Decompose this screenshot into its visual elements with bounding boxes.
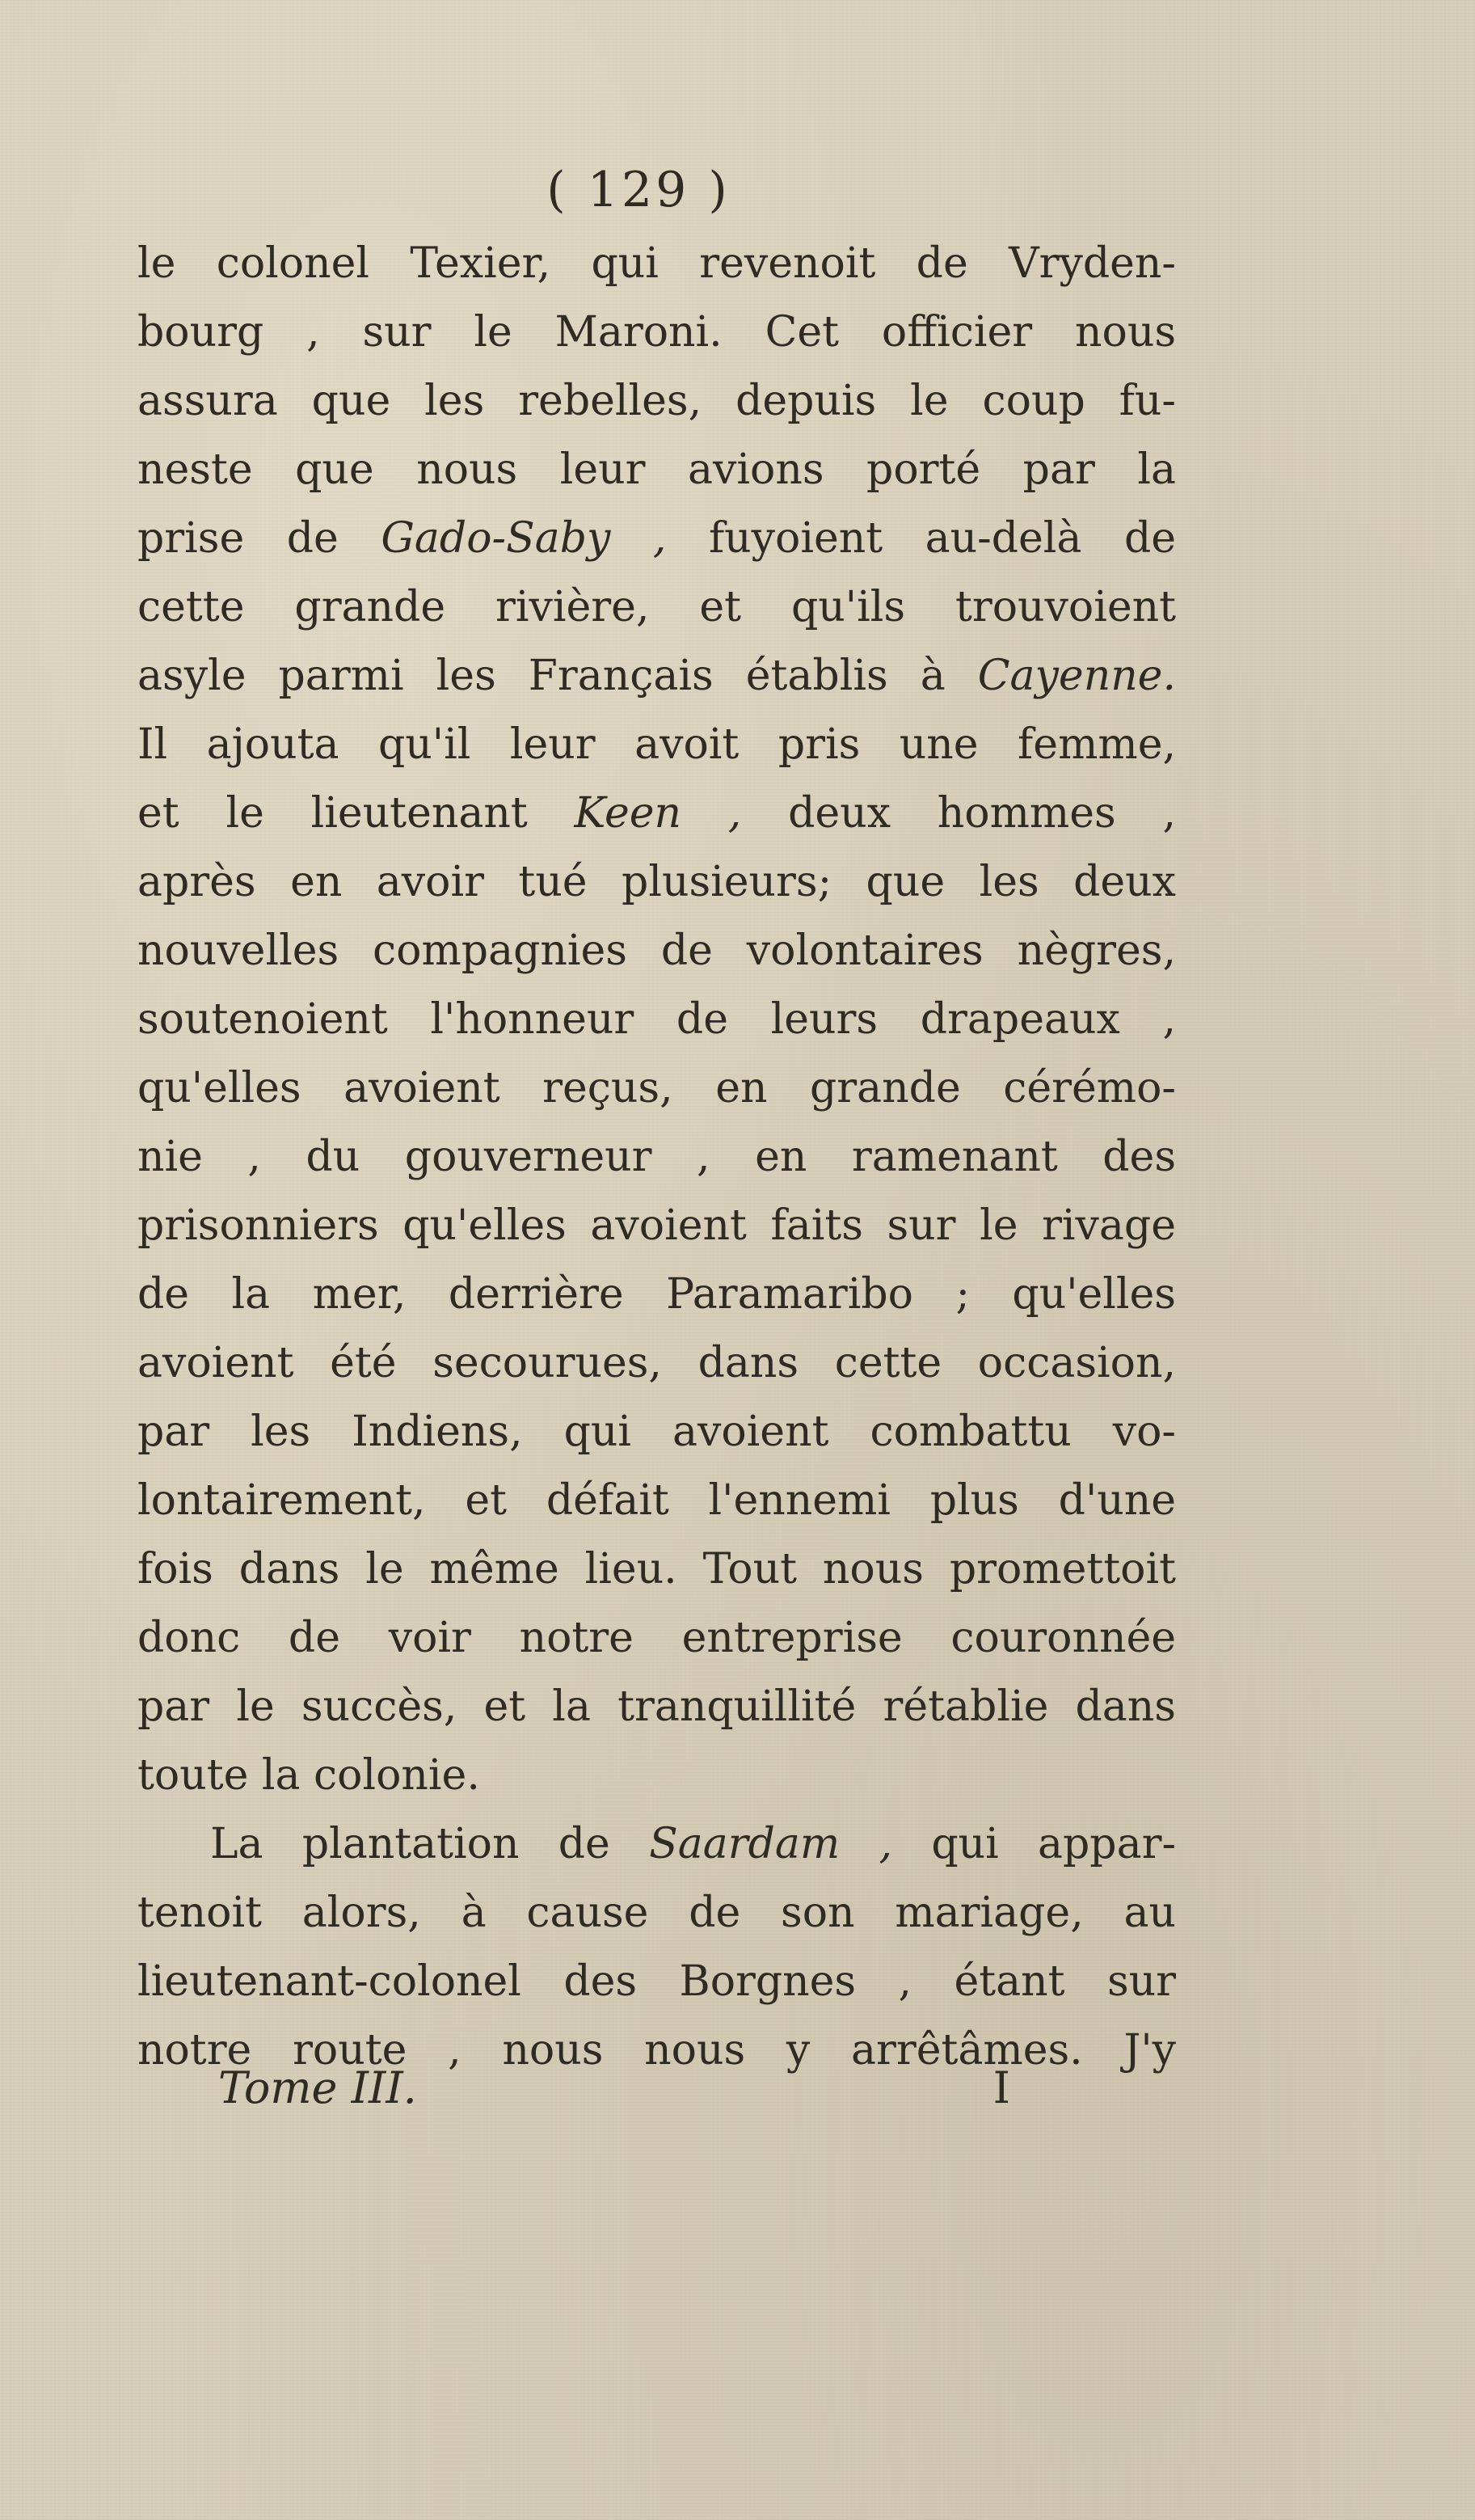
text-line: bourg , sur le Maroni. Cet officier nous	[137, 308, 1176, 357]
text-segment: La plantation de	[210, 1820, 610, 1868]
text-line: neste que nous leur avions porté par la	[137, 445, 1176, 494]
text-line: par le succès, et la tranquillité rétablie dans	[137, 1682, 1176, 1731]
text-line: avoient été secourues, dans cette occasion,	[137, 1339, 1176, 1387]
text-line: lontairement, et défait l'ennemi plus d'une	[137, 1476, 1176, 1525]
text-line: par les Indiens, qui avoient combattu vo-	[137, 1408, 1176, 1456]
text-line: lieutenant-colonel des Borgnes , étant sur	[137, 1957, 1176, 2006]
text-line	[137, 642, 1176, 711]
text-line: nie , du gouverneur , en ramenant des	[137, 1133, 1176, 1181]
page-number: ( 129 )	[546, 162, 731, 218]
volume-label: Tome III.	[218, 2062, 417, 2113]
text-segment: deux hommes ,	[788, 789, 1177, 838]
place-name-italic: Saardam ,	[649, 1820, 893, 1868]
text-line: notre route , nous nous y arrêtâmes. J'y	[137, 2026, 1176, 2075]
text-line: qu'elles avoient reçus, en grande cérémo-	[137, 1064, 1176, 1112]
text-line: toute la colonie.	[137, 1751, 480, 1800]
text-line: donc de voir notre entreprise couronnée	[137, 1614, 1176, 1662]
text-segment: asyle parmi les Français établis à	[137, 652, 946, 700]
text-line: soutenoient l'honneur de leurs drapeaux ,	[137, 995, 1176, 1044]
place-name-italic: Cayenne.	[977, 652, 1176, 700]
text-line: de la mer, derrière Paramaribo ; qu'elles	[137, 1270, 1176, 1319]
body-text	[137, 230, 1176, 2085]
text-line: après en avoir tué plusieurs; que les deux	[137, 858, 1176, 906]
text-segment: fuyoient au-delà de	[708, 514, 1177, 563]
text-segment: prise de	[137, 514, 339, 563]
text-line: le colonel Texier, qui revenoit de Vryden-	[137, 239, 1176, 288]
text-line: cette grande rivière, et qu'ils trouvoient	[137, 583, 1176, 631]
paragraph-start-line	[137, 1810, 1176, 1879]
text-line: prisonniers qu'elles avoient faits sur le rivage	[137, 1201, 1176, 1250]
text-line: tenoit alors, à cause de son mariage, au	[137, 1889, 1176, 1937]
text-segment: qui appar-	[931, 1820, 1177, 1868]
text-segment: et le lieutenant	[137, 789, 528, 838]
text-line: assura que les rebelles, depuis le coup fu-	[137, 377, 1176, 425]
text-line: nouvelles compagnies de volontaires nègres,	[137, 927, 1176, 975]
place-name-italic: Gado-Saby ,	[381, 514, 667, 563]
text-line	[137, 779, 1176, 848]
text-line	[137, 504, 1176, 573]
text-line: Il ajouta qu'il leur avoit pris une femme,	[137, 720, 1176, 769]
text-line: fois dans le même lieu. Tout nous promettoit	[137, 1545, 1176, 1593]
page-footer	[218, 2054, 1010, 2122]
person-name-italic: Keen ,	[574, 789, 742, 838]
signature-mark: I	[992, 2062, 1010, 2113]
